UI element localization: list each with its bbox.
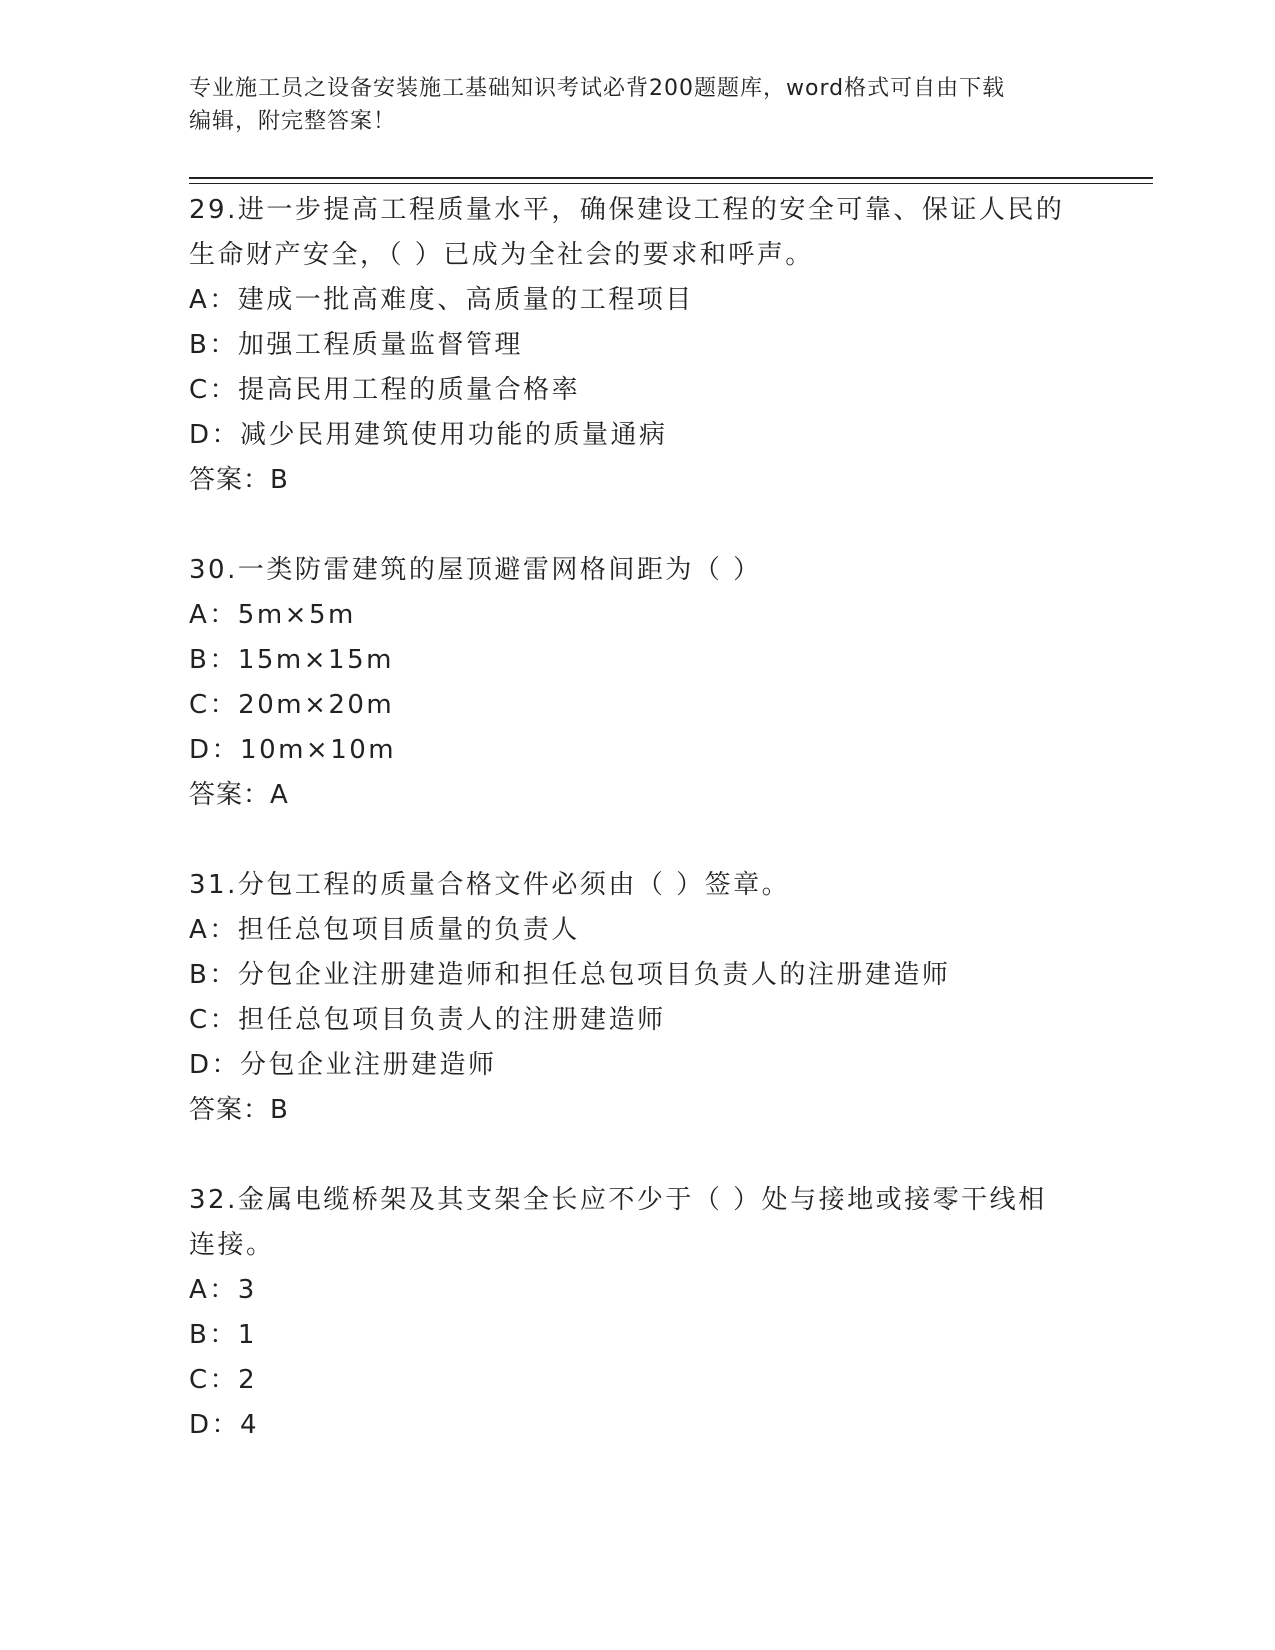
- question-stem: 29.进一步提高工程质量水平，确保建设工程的安全可靠、保证人民的: [189, 195, 1065, 225]
- option-a: A：担任总包项目质量的负责人: [189, 915, 580, 945]
- header-divider-thick: [189, 177, 1153, 179]
- answer-label: 答案：A: [189, 780, 289, 810]
- option-d: D：4: [189, 1410, 260, 1440]
- question-spacer: [189, 818, 1089, 863]
- document-header: [189, 72, 1089, 138]
- question-list: [189, 188, 1089, 1448]
- option-d: D：10m×10m: [189, 735, 397, 765]
- question-31: [189, 863, 1089, 1133]
- question-stem-continued: 连接。: [189, 1230, 275, 1260]
- question-stem: 30.一类防雷建筑的屋顶避雷网格间距为（ ）: [189, 555, 762, 585]
- answer-label: 答案：B: [189, 465, 289, 495]
- option-b: B：分包企业注册建造师和担任总包项目负责人的注册建造师: [189, 960, 951, 990]
- option-d: D：减少民用建筑使用功能的质量通病: [189, 420, 668, 450]
- option-a: A：3: [189, 1275, 257, 1305]
- option-b: B：1: [189, 1320, 257, 1350]
- question-stem: 32.金属电缆桥架及其支架全长应不少于（ ）处与接地或接零干线相: [189, 1185, 1047, 1215]
- question-29: [189, 188, 1089, 503]
- option-a: A：建成一批高难度、高质量的工程项目: [189, 285, 694, 315]
- header-line-2: 编辑，附完整答案！: [189, 109, 397, 134]
- header-divider-thin: [189, 183, 1153, 184]
- option-c: C：提高民用工程的质量合格率: [189, 375, 581, 405]
- question-stem: 31.分包工程的质量合格文件必须由（ ）签章。: [189, 870, 791, 900]
- option-c: C：2: [189, 1365, 258, 1395]
- question-spacer: [189, 503, 1089, 548]
- option-c: C：20m×20m: [189, 690, 395, 720]
- option-c: C：担任总包项目负责人的注册建造师: [189, 1005, 666, 1035]
- answer-label: 答案：B: [189, 1095, 289, 1125]
- option-a: A：5m×5m: [189, 600, 356, 630]
- option-b: B：15m×15m: [189, 645, 394, 675]
- question-32: [189, 1178, 1089, 1448]
- question-spacer: [189, 1133, 1089, 1178]
- option-b: B：加强工程质量监督管理: [189, 330, 523, 360]
- question-stem-continued: 生命财产安全，（ ）已成为全社会的要求和呼声。: [189, 240, 814, 270]
- question-30: [189, 548, 1089, 818]
- option-d: D：分包企业注册建造师: [189, 1050, 497, 1080]
- header-line-1: 专业施工员之设备安装施工基础知识考试必背200题题库，word格式可自由下载: [189, 76, 1006, 101]
